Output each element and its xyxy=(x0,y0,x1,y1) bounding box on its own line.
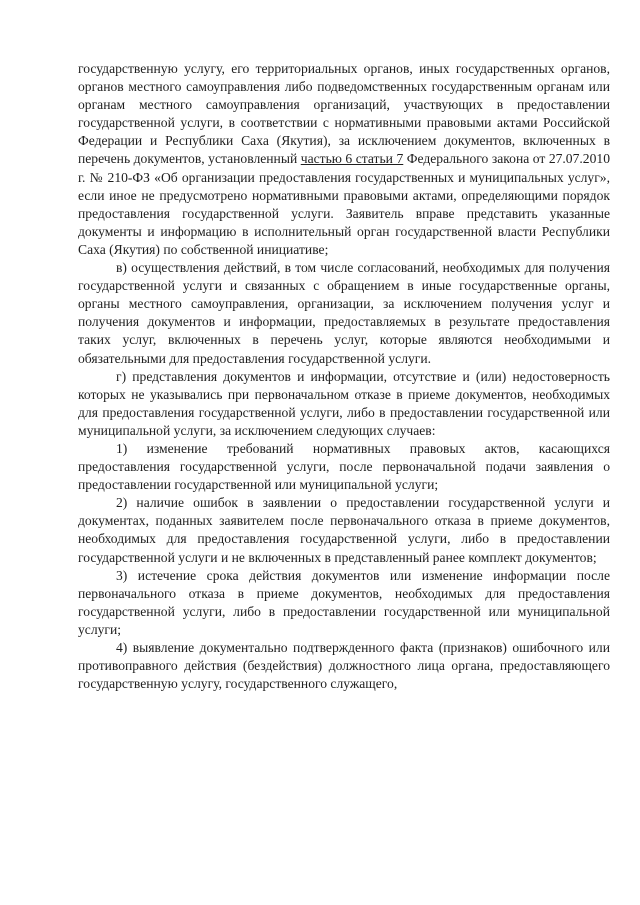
paragraph-intro-text-start: государственную услугу, его территориальных органов, иных государственных органов, органов местного самоуправления либо подведомственных государственным органам или органам местного самоуправления организаций, участвующих в предоставлении государственной услуги, в соответствии с нормативными правовыми актами Российской Федерации и Республики Саха (Якутия), за исключением документов, включенных в перечень документов, установленный xyxy=(78,61,610,167)
paragraph-item-g: г) представления документов и информации, отсутствие и (или) недостоверность которых не указывались при первоначальном отказе в приеме документов, необходимых для предоставления государственной услуги, либо в предоставлении государственной или муниципальной услуги, за исключением следующих случаев: xyxy=(78,368,610,438)
paragraph-case-1: 1) изменение требований нормативных правовых актов, касающихся предоставления государственной услуги, после первоначальной подачи заявления о предоставлении государственной или муниципальной услуги; xyxy=(78,440,610,493)
paragraph-item-v: в) осуществления действий, в том числе согласований, необходимых для получения государственной услуги и связанных с обращением в иные государственные органы, органы местного самоуправления, организации, за исключением получения услуг и получения документов и информации, предоставляемых в результате предоставления таких услуг, включенных в перечень услуг, которые являются необходимыми и обязательными для предоставления государственной услуги. xyxy=(78,260,610,366)
law-reference-link[interactable]: частью 6 статьи 7 xyxy=(300,151,404,167)
paragraph-intro xyxy=(78,60,610,259)
paragraph-case-4: 4) выявление документально подтвержденного факта (признаков) ошибочного или противоправного действия (бездействия) должностного лица органа, предоставляющего государственную услугу, государственного служащего, xyxy=(78,640,610,692)
document-body xyxy=(78,60,610,693)
paragraph-case-3: 3) истечение срока действия документов или изменение информации после первоначального отказа в приеме документов, необходимых для предоставления государственной услуги, либо в предоставлении государственной или муниципальной услуги; xyxy=(78,567,610,637)
paragraph-intro-text-end: Федерального закона от 27.07.2010 г. № 210-ФЗ «Об организации предоставления государственных и муниципальных услуг», если иное не предусмотрено нормативными правовыми актами, определяющими порядок предоставления государственной услуги. Заявитель вправе представить указанные документы и информацию в исполнительный орган государственной власти Республики Саха (Якутия) по собственной инициативе; xyxy=(78,151,610,257)
paragraph-case-2: 2) наличие ошибок в заявлении о предоставлении государственной услуги и документах, поданных заявителем после первоначального отказа в приеме документов, необходимых для предоставления государственной услуги, либо в предоставлении государственной услуги и не включенных в представленный ранее комплект документов; xyxy=(78,495,610,565)
